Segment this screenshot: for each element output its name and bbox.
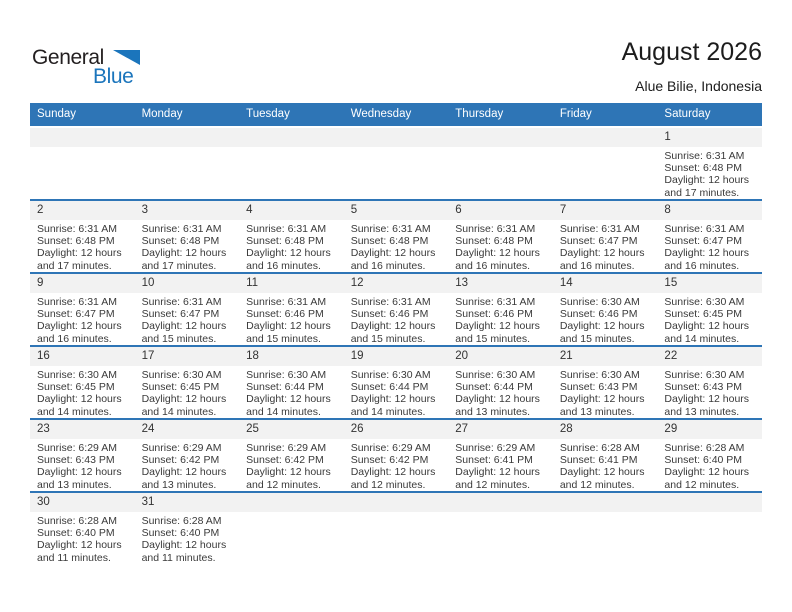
day-details xyxy=(135,293,240,345)
day-detail-line: Daylight: 12 hours xyxy=(455,393,540,406)
day-cell-24 xyxy=(135,420,240,491)
day-detail-line: and 12 minutes. xyxy=(246,478,321,491)
day-details xyxy=(135,439,240,491)
day-detail-line: Sunrise: 6:28 AM xyxy=(141,515,222,527)
empty-day-band xyxy=(553,493,658,512)
empty-day-band xyxy=(239,493,344,512)
day-detail-line: and 16 minutes. xyxy=(455,259,530,272)
empty-cell xyxy=(135,128,240,199)
day-detail-line: Sunset: 6:46 PM xyxy=(246,308,324,321)
day-detail-line: Sunrise: 6:30 AM xyxy=(559,296,640,308)
day-cell-25 xyxy=(239,420,344,491)
day-detail-line: Daylight: 12 hours xyxy=(455,247,540,260)
day-cell-21 xyxy=(553,347,658,418)
day-detail-line: and 14 minutes. xyxy=(37,405,112,418)
day-detail-line: Sunrise: 6:30 AM xyxy=(37,369,117,381)
day-details xyxy=(30,439,135,491)
day-cell-7 xyxy=(553,201,658,272)
day-detail-line: Sunrise: 6:31 AM xyxy=(350,223,431,235)
day-detail-line: Sunrise: 6:29 AM xyxy=(246,442,327,454)
day-cell-12 xyxy=(344,274,449,345)
weekday-header-row xyxy=(30,103,762,126)
day-cell-16 xyxy=(30,347,135,418)
day-number: 8 xyxy=(657,201,762,220)
day-details xyxy=(448,293,553,345)
day-detail-line: Sunrise: 6:30 AM xyxy=(141,369,222,381)
week-row-6 xyxy=(30,493,762,564)
page-title: August 2026 xyxy=(621,38,762,66)
day-detail-line: Sunset: 6:48 PM xyxy=(664,162,743,175)
day-detail-line: Sunset: 6:48 PM xyxy=(246,235,324,248)
day-detail-line: and 14 minutes. xyxy=(350,405,426,418)
day-details xyxy=(30,512,135,564)
page-subtitle: Alue Bilie, Indonesia xyxy=(635,78,762,94)
day-detail-line: and 16 minutes. xyxy=(664,259,740,272)
empty-cell xyxy=(30,128,135,199)
day-detail-line: and 15 minutes. xyxy=(141,332,217,345)
day-detail-line: and 14 minutes. xyxy=(141,405,217,418)
day-detail-line: Sunset: 6:45 PM xyxy=(37,381,115,394)
day-detail-line: Sunrise: 6:31 AM xyxy=(350,296,431,308)
day-details xyxy=(239,439,344,491)
empty-day-band xyxy=(448,128,553,147)
day-cell-31 xyxy=(135,493,240,564)
day-detail-line: Daylight: 12 hours xyxy=(350,247,436,260)
day-detail-line: Sunset: 6:47 PM xyxy=(37,308,115,321)
day-details xyxy=(657,293,762,345)
day-detail-line: Sunset: 6:42 PM xyxy=(141,454,220,467)
day-detail-line: and 11 minutes. xyxy=(37,551,111,564)
day-number: 20 xyxy=(448,347,553,366)
day-number: 2 xyxy=(30,201,135,220)
day-number: 24 xyxy=(135,420,240,439)
day-detail-line: Sunrise: 6:30 AM xyxy=(455,369,536,381)
day-detail-line: Sunset: 6:43 PM xyxy=(37,454,115,467)
day-detail-line: Daylight: 12 hours xyxy=(559,466,645,479)
day-detail-line: Sunset: 6:40 PM xyxy=(141,527,220,540)
day-detail-line: and 17 minutes. xyxy=(141,259,217,272)
day-detail-line: Sunset: 6:45 PM xyxy=(664,308,743,321)
day-detail-line: Sunset: 6:46 PM xyxy=(455,308,533,321)
day-detail-line: Sunset: 6:41 PM xyxy=(455,454,533,467)
day-cell-19 xyxy=(344,347,449,418)
day-cell-30 xyxy=(30,493,135,564)
day-cell-3 xyxy=(135,201,240,272)
weekday-header-monday: Monday xyxy=(141,108,183,120)
day-details xyxy=(344,366,449,418)
day-detail-line: Daylight: 12 hours xyxy=(559,393,645,406)
week-row-3 xyxy=(30,274,762,347)
day-cell-11 xyxy=(239,274,344,345)
day-detail-line: Sunrise: 6:29 AM xyxy=(455,442,536,454)
day-details xyxy=(135,366,240,418)
day-details xyxy=(344,439,449,491)
day-detail-line: and 16 minutes. xyxy=(559,259,635,272)
day-detail-line: Sunrise: 6:31 AM xyxy=(455,296,536,308)
day-detail-line: Sunset: 6:40 PM xyxy=(37,527,115,540)
day-number: 26 xyxy=(344,420,449,439)
day-number: 11 xyxy=(239,274,344,293)
day-cell-20 xyxy=(448,347,553,418)
day-details xyxy=(657,366,762,418)
weekday-header-saturday: Saturday xyxy=(664,108,711,120)
day-detail-line: and 16 minutes. xyxy=(246,259,321,272)
day-number: 14 xyxy=(553,274,658,293)
day-number: 9 xyxy=(30,274,135,293)
day-detail-line: Sunrise: 6:30 AM xyxy=(664,369,745,381)
day-cell-18 xyxy=(239,347,344,418)
day-detail-line: and 15 minutes. xyxy=(350,332,426,345)
empty-cell xyxy=(239,128,344,199)
empty-day-band xyxy=(344,493,449,512)
day-detail-line: Sunrise: 6:30 AM xyxy=(350,369,431,381)
day-detail-line: Sunset: 6:47 PM xyxy=(141,308,220,321)
day-details xyxy=(239,293,344,345)
day-detail-line: Daylight: 12 hours xyxy=(246,393,331,406)
day-number: 17 xyxy=(135,347,240,366)
day-detail-line: Sunset: 6:47 PM xyxy=(559,235,638,248)
day-number: 18 xyxy=(239,347,344,366)
day-detail-line: Daylight: 12 hours xyxy=(350,393,436,406)
day-detail-line: Sunrise: 6:29 AM xyxy=(141,442,222,454)
day-number: 15 xyxy=(657,274,762,293)
day-detail-line: Sunrise: 6:31 AM xyxy=(37,223,117,235)
day-number: 22 xyxy=(657,347,762,366)
day-detail-line: Daylight: 12 hours xyxy=(664,174,750,187)
day-detail-line: Sunrise: 6:31 AM xyxy=(559,223,640,235)
day-details xyxy=(553,366,658,418)
weekday-header-wednesday: Wednesday xyxy=(350,108,412,120)
day-cell-5 xyxy=(344,201,449,272)
empty-cell xyxy=(553,128,658,199)
day-detail-line: Sunset: 6:44 PM xyxy=(350,381,429,394)
day-number: 6 xyxy=(448,201,553,220)
day-detail-line: and 11 minutes. xyxy=(141,551,216,564)
day-cell-6 xyxy=(448,201,553,272)
day-details xyxy=(448,220,553,272)
day-details xyxy=(344,220,449,272)
general-blue-logo xyxy=(32,46,152,92)
empty-cell xyxy=(239,493,344,564)
day-details xyxy=(344,293,449,345)
day-detail-line: Sunrise: 6:30 AM xyxy=(664,296,745,308)
empty-day-band xyxy=(239,128,344,147)
day-detail-line: Sunrise: 6:29 AM xyxy=(37,442,117,454)
day-detail-line: Sunrise: 6:31 AM xyxy=(141,223,222,235)
day-detail-line: Sunrise: 6:31 AM xyxy=(246,223,327,235)
day-number: 3 xyxy=(135,201,240,220)
calendar-table xyxy=(30,103,762,564)
day-detail-line: Daylight: 12 hours xyxy=(37,466,122,479)
day-detail-line: and 15 minutes. xyxy=(246,332,321,345)
empty-cell xyxy=(448,128,553,199)
day-number: 13 xyxy=(448,274,553,293)
day-number: 19 xyxy=(344,347,449,366)
day-cell-17 xyxy=(135,347,240,418)
day-detail-line: Daylight: 12 hours xyxy=(37,393,122,406)
empty-cell xyxy=(344,493,449,564)
day-cell-26 xyxy=(344,420,449,491)
day-detail-line: Daylight: 12 hours xyxy=(37,320,122,333)
day-detail-line: Sunset: 6:48 PM xyxy=(350,235,429,248)
day-detail-line: Daylight: 12 hours xyxy=(37,247,122,260)
day-detail-line: Sunrise: 6:31 AM xyxy=(141,296,222,308)
day-detail-line: and 14 minutes. xyxy=(664,332,740,345)
empty-day-band xyxy=(135,128,240,147)
week-row-5 xyxy=(30,420,762,493)
day-details xyxy=(553,439,658,491)
day-details xyxy=(239,366,344,418)
day-detail-line: and 14 minutes. xyxy=(246,405,321,418)
day-cell-1 xyxy=(657,128,762,199)
day-detail-line: Sunrise: 6:30 AM xyxy=(559,369,640,381)
day-cell-27 xyxy=(448,420,553,491)
day-detail-line: and 17 minutes. xyxy=(664,186,740,199)
day-cell-8 xyxy=(657,201,762,272)
day-detail-line: and 13 minutes. xyxy=(559,405,635,418)
day-detail-line: and 16 minutes. xyxy=(350,259,426,272)
day-cell-9 xyxy=(30,274,135,345)
empty-day-band xyxy=(30,128,135,147)
day-detail-line: Daylight: 12 hours xyxy=(246,320,331,333)
weekday-header-friday: Friday xyxy=(559,108,592,120)
day-number: 27 xyxy=(448,420,553,439)
day-detail-line: Sunrise: 6:28 AM xyxy=(559,442,640,454)
empty-day-band xyxy=(657,493,762,512)
day-details xyxy=(30,293,135,345)
day-number: 10 xyxy=(135,274,240,293)
day-detail-line: Daylight: 12 hours xyxy=(664,466,750,479)
day-detail-line: Daylight: 12 hours xyxy=(664,247,750,260)
day-cell-29 xyxy=(657,420,762,491)
day-number: 4 xyxy=(239,201,344,220)
title-block xyxy=(622,38,762,94)
day-detail-line: Sunset: 6:42 PM xyxy=(246,454,324,467)
day-detail-line: and 17 minutes. xyxy=(37,259,112,272)
day-detail-line: Sunset: 6:41 PM xyxy=(559,454,638,467)
day-detail-line: Daylight: 12 hours xyxy=(246,466,331,479)
day-detail-line: Daylight: 12 hours xyxy=(246,247,331,260)
day-detail-line: Daylight: 12 hours xyxy=(141,539,227,552)
calendar-weeks xyxy=(30,128,762,564)
day-details xyxy=(448,439,553,491)
day-number: 5 xyxy=(344,201,449,220)
day-detail-line: and 15 minutes. xyxy=(559,332,635,345)
day-cell-23 xyxy=(30,420,135,491)
day-detail-line: Sunset: 6:47 PM xyxy=(664,235,743,248)
day-cell-13 xyxy=(448,274,553,345)
day-detail-line: Sunrise: 6:29 AM xyxy=(350,442,431,454)
day-detail-line: Sunrise: 6:28 AM xyxy=(664,442,745,454)
logo-triangle-icon xyxy=(113,50,140,65)
day-detail-line: Daylight: 12 hours xyxy=(37,539,122,552)
day-detail-line: Sunrise: 6:31 AM xyxy=(246,296,327,308)
logo-text-blue: Blue xyxy=(93,65,134,88)
day-detail-line: Sunset: 6:43 PM xyxy=(559,381,638,394)
day-details xyxy=(657,439,762,491)
day-detail-line: and 13 minutes. xyxy=(141,478,217,491)
day-details xyxy=(448,366,553,418)
empty-cell xyxy=(448,493,553,564)
empty-day-band xyxy=(553,128,658,147)
day-cell-14 xyxy=(553,274,658,345)
day-detail-line: and 16 minutes. xyxy=(37,332,112,345)
day-detail-line: Daylight: 12 hours xyxy=(141,247,227,260)
day-detail-line: Daylight: 12 hours xyxy=(664,393,750,406)
day-number: 25 xyxy=(239,420,344,439)
day-detail-line: Sunrise: 6:28 AM xyxy=(37,515,117,527)
day-detail-line: and 12 minutes. xyxy=(455,478,530,491)
day-detail-line: Sunset: 6:48 PM xyxy=(455,235,533,248)
day-cell-2 xyxy=(30,201,135,272)
day-detail-line: Daylight: 12 hours xyxy=(559,247,645,260)
day-detail-line: Sunset: 6:44 PM xyxy=(246,381,324,394)
day-detail-line: and 13 minutes. xyxy=(455,405,530,418)
day-detail-line: Daylight: 12 hours xyxy=(350,466,436,479)
weekday-header-sunday: Sunday xyxy=(37,108,77,120)
day-details xyxy=(553,293,658,345)
day-cell-4 xyxy=(239,201,344,272)
day-number: 23 xyxy=(30,420,135,439)
day-details xyxy=(135,512,240,564)
day-detail-line: Sunrise: 6:31 AM xyxy=(664,223,745,235)
day-cell-28 xyxy=(553,420,658,491)
empty-day-band xyxy=(448,493,553,512)
logo-text-general: General xyxy=(32,46,104,69)
week-row-2 xyxy=(30,201,762,274)
day-detail-line: and 13 minutes. xyxy=(664,405,740,418)
day-cell-22 xyxy=(657,347,762,418)
weekday-header-thursday: Thursday xyxy=(455,108,504,120)
day-cell-10 xyxy=(135,274,240,345)
day-detail-line: Sunrise: 6:31 AM xyxy=(455,223,536,235)
empty-cell xyxy=(657,493,762,564)
empty-cell xyxy=(553,493,658,564)
day-number: 7 xyxy=(553,201,658,220)
day-number: 1 xyxy=(657,128,762,147)
day-details xyxy=(239,220,344,272)
week-row-4 xyxy=(30,347,762,420)
day-detail-line: Sunrise: 6:30 AM xyxy=(246,369,327,381)
day-detail-line: Sunrise: 6:31 AM xyxy=(37,296,117,308)
day-details xyxy=(30,366,135,418)
day-details xyxy=(553,220,658,272)
day-details xyxy=(30,220,135,272)
day-number: 30 xyxy=(30,493,135,512)
day-number: 31 xyxy=(135,493,240,512)
day-details xyxy=(657,220,762,272)
day-detail-line: Daylight: 12 hours xyxy=(664,320,750,333)
day-detail-line: Daylight: 12 hours xyxy=(141,466,227,479)
day-number: 29 xyxy=(657,420,762,439)
day-detail-line: Daylight: 12 hours xyxy=(141,393,227,406)
day-detail-line: and 12 minutes. xyxy=(559,478,635,491)
day-detail-line: Sunrise: 6:31 AM xyxy=(664,150,745,162)
day-detail-line: Daylight: 12 hours xyxy=(141,320,227,333)
day-detail-line: and 13 minutes. xyxy=(37,478,112,491)
day-detail-line: Sunset: 6:45 PM xyxy=(141,381,220,394)
day-detail-line: Sunset: 6:46 PM xyxy=(559,308,638,321)
day-number: 16 xyxy=(30,347,135,366)
day-details xyxy=(135,220,240,272)
day-detail-line: Daylight: 12 hours xyxy=(455,320,540,333)
day-cell-15 xyxy=(657,274,762,345)
day-detail-line: Daylight: 12 hours xyxy=(350,320,436,333)
day-detail-line: and 12 minutes. xyxy=(664,478,740,491)
day-detail-line: Sunset: 6:40 PM xyxy=(664,454,743,467)
day-detail-line: Daylight: 12 hours xyxy=(455,466,540,479)
day-detail-line: and 15 minutes. xyxy=(455,332,530,345)
day-detail-line: Daylight: 12 hours xyxy=(559,320,645,333)
day-detail-line: Sunset: 6:43 PM xyxy=(664,381,743,394)
empty-day-band xyxy=(344,128,449,147)
day-detail-line: Sunset: 6:44 PM xyxy=(455,381,533,394)
day-detail-line: Sunset: 6:48 PM xyxy=(141,235,220,248)
day-detail-line: Sunset: 6:46 PM xyxy=(350,308,429,321)
day-detail-line: and 12 minutes. xyxy=(350,478,426,491)
empty-cell xyxy=(344,128,449,199)
day-number: 12 xyxy=(344,274,449,293)
weekday-header-tuesday: Tuesday xyxy=(246,108,290,120)
day-details xyxy=(657,147,762,199)
day-number: 28 xyxy=(553,420,658,439)
day-detail-line: Sunset: 6:48 PM xyxy=(37,235,115,248)
day-number: 21 xyxy=(553,347,658,366)
day-detail-line: Sunset: 6:42 PM xyxy=(350,454,429,467)
week-row-1 xyxy=(30,128,762,201)
